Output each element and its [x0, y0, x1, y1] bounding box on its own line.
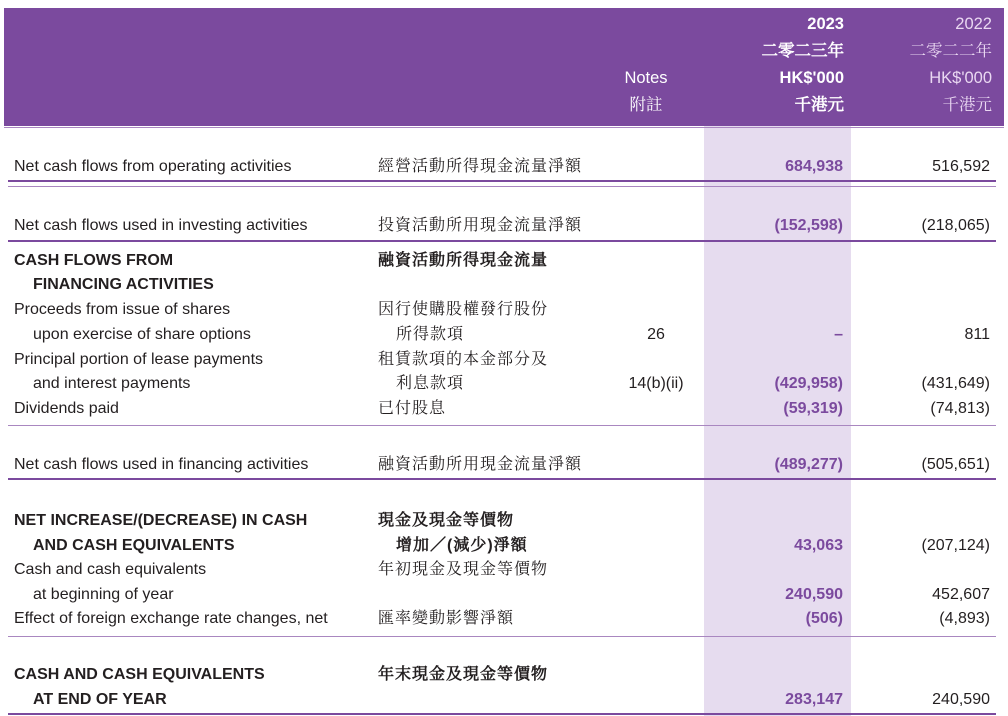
label-en: at beginning of year — [33, 586, 174, 603]
table-header — [4, 8, 1004, 126]
notes-header — [604, 65, 688, 119]
table-row-share-options-cont — [0, 322, 1008, 347]
label-zh: 年末現金及現金等價物 — [378, 666, 549, 683]
label-en: Effect of foreign exchange rate changes, net — [14, 610, 328, 627]
rule-after-financing — [8, 478, 996, 480]
table-row-operating — [0, 154, 1008, 179]
label-zh: 利息款項 — [396, 375, 465, 392]
year-2023-label: 2023 — [807, 15, 844, 33]
value-2023: 43,063 — [794, 537, 843, 554]
table-row-investing — [0, 213, 1008, 238]
value-2023: 283,147 — [785, 691, 843, 708]
value-2022: 240,590 — [932, 691, 990, 708]
notes-header-zh: 附註 — [629, 96, 663, 114]
value-2023: (489,277) — [774, 456, 843, 473]
value-2022: (207,124) — [921, 537, 990, 554]
table-row-dividends — [0, 396, 1008, 421]
label-zh: 因行使購股權發行股份 — [378, 301, 549, 318]
year-2022-header — [864, 11, 992, 119]
table-row-net-change-cont — [0, 533, 1008, 558]
year-2023-label-zh: 二零二三年 — [761, 42, 844, 60]
table-row-share-options — [0, 297, 1008, 322]
header-divider — [4, 127, 1004, 128]
year-2022-label: 2022 — [955, 15, 992, 33]
label-en: upon exercise of share options — [33, 326, 251, 343]
label-zh: 融資活動所得現金流量 — [378, 252, 549, 269]
label-zh: 現金及現金等價物 — [378, 512, 515, 529]
value-2023: (59,319) — [783, 400, 843, 417]
value-2023: 240,590 — [785, 586, 843, 603]
rule-after-dividends — [8, 425, 996, 426]
note-ref: 14(b)(ii) — [628, 375, 684, 392]
year-2022-label-zh: 二零二二年 — [909, 42, 992, 60]
year-2022-unit: HK$'000 — [929, 69, 992, 87]
table-row-net-change — [0, 508, 1008, 533]
label-zh: 租賃款項的本金部分及 — [378, 351, 549, 368]
table-row-end-cont — [0, 687, 1008, 712]
label-zh: 年初現金及現金等價物 — [378, 561, 549, 578]
label-zh: 增加／(減少)淨額 — [396, 537, 528, 554]
label-zh: 匯率變動影響淨額 — [378, 610, 515, 627]
value-2022: (74,813) — [930, 400, 990, 417]
label-en: CASH AND CASH EQUIVALENTS — [14, 666, 265, 683]
label-en: CASH FLOWS FROM — [14, 252, 174, 269]
table-row-fx — [0, 606, 1008, 631]
value-2022: 516,592 — [932, 158, 990, 175]
rule-before-investing — [8, 186, 996, 187]
value-2023: (429,958) — [774, 375, 843, 392]
label-en: Net cash flows used in investing activities — [14, 217, 308, 234]
value-2023: 684,938 — [785, 158, 843, 175]
table-row-lease-cont — [0, 371, 1008, 396]
label-en: Net cash flows used in financing activities — [14, 456, 309, 473]
label-en: Cash and cash equivalents — [14, 561, 207, 578]
value-2023: (506) — [805, 610, 843, 627]
value-2022: 452,607 — [932, 586, 990, 603]
table-row-beginning — [0, 557, 1008, 582]
value-2023: (152,598) — [774, 217, 843, 234]
table-row-lease — [0, 347, 1008, 372]
value-2022: (431,649) — [921, 375, 990, 392]
label-en: NET INCREASE/(DECREASE) IN CASH — [14, 512, 308, 529]
notes-header-en: Notes — [624, 69, 668, 87]
label-zh: 融資活動所用現金流量淨額 — [378, 456, 583, 473]
value-2022: (4,893) — [939, 610, 990, 627]
value-2022: (505,651) — [921, 456, 990, 473]
label-en: and interest payments — [33, 375, 191, 392]
label-zh: 投資活動所用現金流量淨額 — [378, 217, 583, 234]
value-2022: (218,065) — [921, 217, 990, 234]
rule-after-fx — [8, 636, 996, 637]
table-row-beginning-cont — [0, 582, 1008, 607]
year-2023-unit-zh: 千港元 — [794, 96, 844, 114]
value-2023: – — [834, 326, 843, 343]
label-en: Dividends paid — [14, 400, 119, 417]
year-2023-unit: HK$'000 — [779, 69, 844, 87]
label-zh: 經營活動所得現金流量淨額 — [378, 158, 583, 175]
label-en: Net cash flows from operating activities — [14, 158, 292, 175]
table-row-financing — [0, 452, 1008, 477]
rule-after-end — [8, 713, 996, 715]
label-zh: 已付股息 — [378, 400, 447, 417]
section-heading-financing — [0, 248, 1008, 273]
note-ref: 26 — [647, 326, 665, 343]
year-2022-unit-zh: 千港元 — [942, 96, 992, 114]
label-en: AND CASH EQUIVALENTS — [33, 537, 235, 554]
label-en: Principal portion of lease payments — [14, 351, 264, 368]
section-heading-financing-cont — [0, 272, 1008, 297]
label-en: FINANCING ACTIVITIES — [33, 276, 214, 293]
table-row-end — [0, 662, 1008, 687]
rule-after-operating — [8, 180, 996, 182]
value-2022: 811 — [964, 326, 990, 343]
year-2023-header — [704, 11, 844, 119]
rule-after-investing — [8, 240, 996, 242]
label-en: Proceeds from issue of shares — [14, 301, 231, 318]
label-en: AT END OF YEAR — [33, 691, 167, 708]
label-zh: 所得款項 — [396, 326, 465, 343]
